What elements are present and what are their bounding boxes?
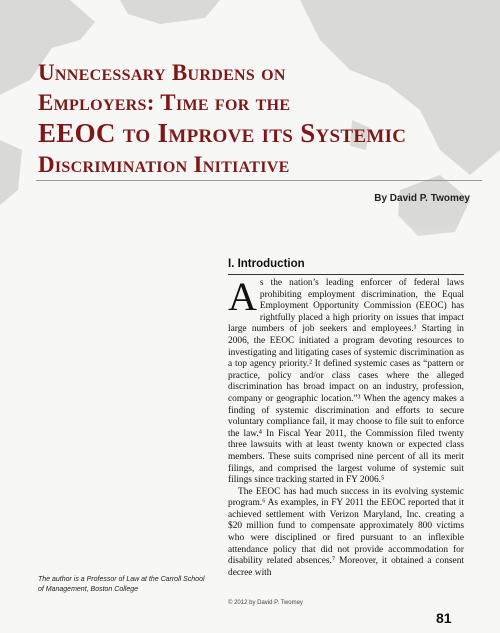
title-line-2: Employers: Time for the <box>38 90 291 115</box>
body-paragraph-2: The EEOC has had much success in its evolving systemic program.⁶ As examples, in FY 2011 the EEOC reported that it achieved settlement with Verizon Maryland, Inc. creating a $20 million fund to compensate approximately 800 victims who were disciplined or fired pursuant to an inflexible attendance policy that did not provide accommodation for disability related absences.⁷ Moreover, it obtained a consent decree with <box>228 486 464 578</box>
title-line-4: Discrimination Initiative <box>38 152 290 177</box>
article-title <box>38 58 478 180</box>
article-body <box>228 278 464 593</box>
drop-cap: A <box>228 278 257 319</box>
body-paragraph-1 <box>228 278 464 487</box>
title-line-1: Unnecessary Burdens on <box>38 60 286 85</box>
copyright-notice: © 2012 by David P. Twomey <box>228 600 303 606</box>
page-number: 81 <box>436 610 452 626</box>
title-line-3: EEOC to Improve its Systemic <box>38 118 407 148</box>
author-note: The author is a Professor of Law at the Carroll School of Management, Boston College <box>38 576 205 593</box>
title-divider <box>36 180 482 181</box>
section-divider <box>228 274 464 275</box>
paragraph-1-text: s the nation’s leading enforcer of federal laws prohibiting employment discrimination, the Equal Employment Opportunity Commission (EEOC) has rightfully placed a high priority on issues that impact large numbers of job seekers and employees.¹ Starting in 2006, the EEOC initiated a program devoting resources to investigating and litigating cases of systemic discrimination as a top agency priority.² It defined systemic cases as “pattern or practice, policy and/or class cases where the alleged discrimination has broad impact on an industry, profession, company or geographic location.”³ When the agency makes a finding of systemic discrimination and efforts to secure voluntary compliance fail, it may choose to file suit to enforce the law.⁴ In Fiscal Year 2011, the Commission filed twenty three lawsuits with at least twenty known or expected class members. These suits comprised nine percent of all its merit filings, and comprised the largest volume of systemic suit filings since tracking started in FY 2006.⁵ <box>228 278 464 486</box>
author-byline: By David P. Twomey <box>374 193 470 204</box>
section-heading: I. Introduction <box>228 258 305 270</box>
